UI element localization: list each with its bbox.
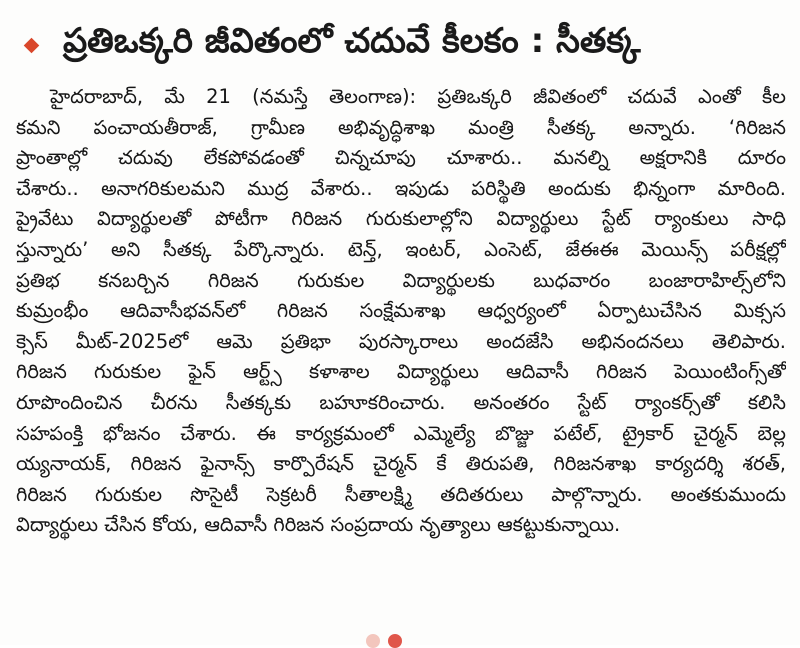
article-line: విద్యార్థులు చేసిన కోయ, ఆదివాసీ గిరిజన సంప్రదాయ నృత్యాలు ఆకట్టుకున్నాయి. (16, 513, 621, 537)
article-line: గిరిజన గురుకుల సొసైటీ సెక్రటరీ సీతాలక్ష్మి తదితరులు పాల్గొన్నారు. అంతకుముందు (16, 482, 786, 506)
article-line: చేశారు.. అనాగరికులమని ముద్ర వేశారు.. ఇపుడు పరిస్థితి అందుకు భిన్నంగా మారింది. (16, 176, 786, 200)
article-line: హైదరాబాద్, మే 21 (నమస్తే తెలంగాణ): ప్రతిఒక్కరి జీవితంలో చదువే ఎంతో కీల (50, 85, 786, 108)
decor-dot-icon (388, 634, 402, 648)
article-line: క్సెస్ మీట్-2025లో ఆమె ప్రతిభా పురస్కారాలు అందజేసి అభినందనలు తెలిపారు. (16, 329, 786, 353)
article-line: స్తున్నారు’ అని సీతక్క పేర్కొన్నారు. టెన్త్, ఇంటర్, ఎంసెట్, జేఈఈ మెయిన్స్ పరీక్షల్లో (16, 237, 786, 261)
article-body (16, 82, 786, 541)
article-line: గిరిజన గురుకుల ఫైన్ ఆర్ట్స్ కళాశాల విద్యార్థులు ఆదివాసీ గిరిజన పెయింటింగ్స్‌తో (16, 360, 786, 384)
diamond-bullet-icon (24, 37, 40, 53)
article-line: య్యనాయక్, గిరిజన ఫైనాన్స్ కార్పొరేషన్ చైర్మన్ కే తిరుపతి, గిరిజనశాఖ కార్యదర్శి శరత్, (16, 452, 786, 476)
article-line: ప్రైవేటు విద్యార్థులతో పోటీగా గిరిజన గురుకులాల్లోని విద్యార్థులు స్టేట్ ర్యాంకులు సాధి (16, 207, 786, 231)
article-line: ప్రాంతాల్లో చదువు లేకపోవడంతో చిన్నచూపు చూశారు.. మనల్ని అక్షరానికి దూరం (16, 146, 786, 170)
article-headline: ప్రతిఒక్కరి జీవితంలో చదువే కీలకం : సీతక్క (63, 21, 641, 61)
headline-row (22, 16, 792, 74)
article-line: రూపొందించిన చీరను సీతక్కకు బహూకరించారు. అనంతరం స్టేట్ ర్యాంకర్స్‌తో కలిసి (16, 390, 786, 414)
decor-dot-icon (366, 634, 380, 648)
article-line: కుమ్రంభీం ఆదివాసీభవన్‌లో గిరిజన సంక్షేమశాఖ ఆధ్వర్యంలో ఏర్పాటుచేసిన మిక్సస (16, 299, 786, 323)
decorative-dots (366, 634, 402, 648)
article-line: ప్రతిభ కనబర్చిన గిరిజన గురుకుల విద్యార్థులకు బుధవారం బంజారాహిల్స్‌లోని (16, 268, 786, 292)
article-line: కమని పంచాయతీరాజ్, గ్రామీణ అభివృద్ధిశాఖ మంత్రి సీతక్క అన్నారు. ‘గిరిజన (16, 115, 786, 139)
article-line: సహపంక్తి భోజనం చేశారు. ఈ కార్యక్రమంలో ఎమ్మెల్యే బొజ్జు పటేల్, ట్రైకార్ చైర్మన్ బెల్ల (16, 421, 786, 445)
